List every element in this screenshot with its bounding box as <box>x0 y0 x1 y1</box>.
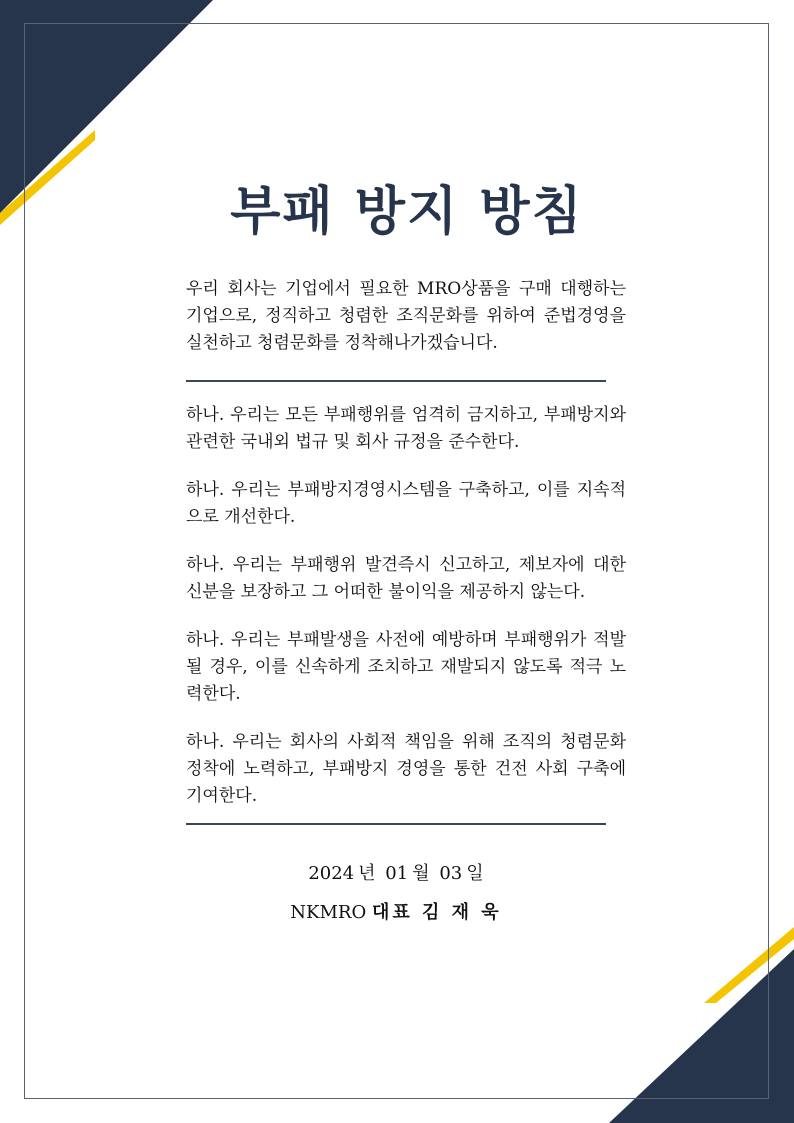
signature <box>186 898 606 928</box>
pledge-item: 하나. 우리는 모든 부패행위를 엄격히 금지하고, 부패방지와 관련한 국내외 법규 및 회사 규정을 준수한다. <box>186 405 626 452</box>
document-date <box>186 859 606 889</box>
date-month: 01 <box>385 863 409 884</box>
intro-paragraph: 우리 회사는 기업에서 필요한 MRO상품을 구매 대행하는 기업으로, 정직하고 청렴한 조직문화를 위하여 준법경영을 실천하고 청렴문화를 정착해나가겠습니다. <box>186 279 626 353</box>
date-month-unit: 월 <box>412 863 430 884</box>
pledge-item: 하나. 우리는 회사의 사회적 책임을 위해 조직의 청렴문화 정착에 노력하고, 부패방지 경영을 통한 건전 사회 구축에 기여한다. <box>186 732 626 806</box>
divider-bottom <box>186 823 606 825</box>
document-title: 부패 방지 방침 <box>230 181 584 242</box>
date-year: 2024 <box>308 863 355 884</box>
pledge-item: 하나. 우리는 부패방지경영시스템을 구축하고, 이를 지속적으로 개선한다. <box>186 480 626 527</box>
ceo-name: 대표 김 재 욱 <box>371 902 502 923</box>
date-year-unit: 년 <box>358 863 376 884</box>
pledge-item: 하나. 우리는 부패행위 발견즉시 신고하고, 제보자에 대한 신분을 보장하고 그 어떠한 불이익을 제공하지 않는다. <box>186 555 626 602</box>
date-day-unit: 일 <box>466 863 484 884</box>
pledge-item: 하나. 우리는 부패발생을 사전에 예방하며 부패행위가 적발될 경우, 이를 신속하게 조치하고 재발되지 않도록 적극 노력한다. <box>186 630 626 704</box>
date-day: 03 <box>439 863 463 884</box>
pledge-list <box>186 402 626 831</box>
divider-top <box>186 380 606 382</box>
company-name: NKMRO <box>290 902 367 923</box>
